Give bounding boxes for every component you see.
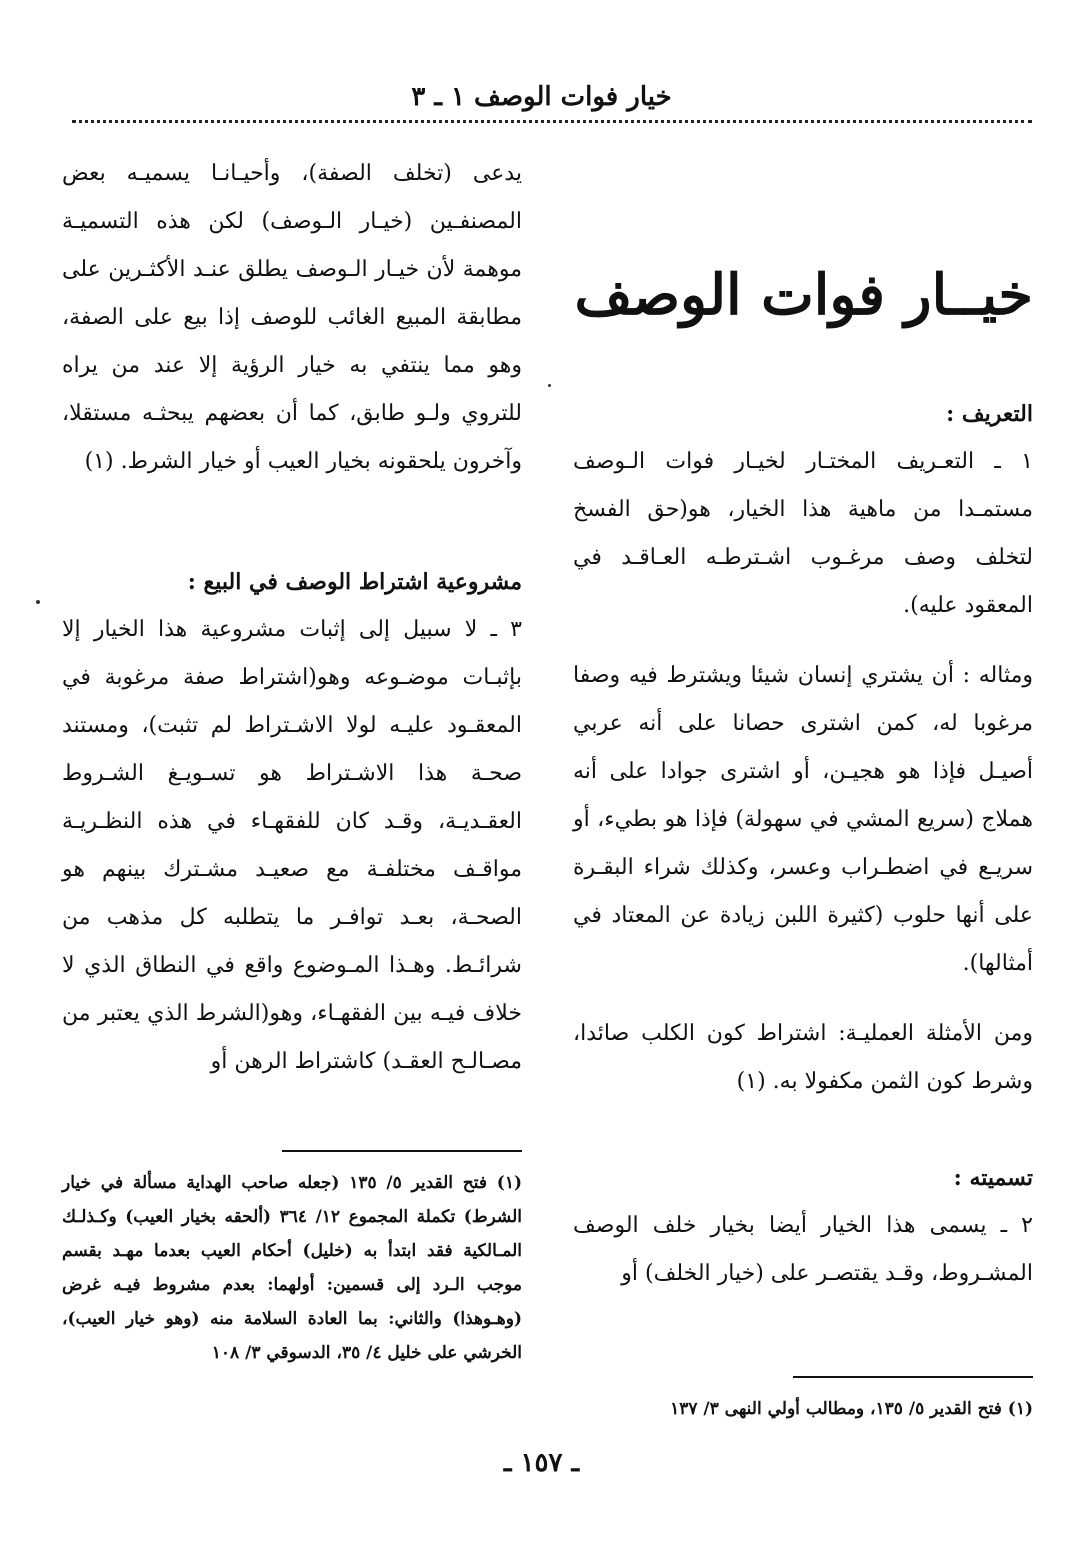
naming-paragraph: ٢ ـ يسمى هذا الخيار أيضا بخيار خلف الوصف المشـروط، وقـد يقتصـر على (خيار الخلف) أو bbox=[573, 1213, 1033, 1286]
footnote-rule bbox=[282, 1150, 522, 1152]
running-head: خيار فوات الوصف ١ ـ ٣ bbox=[411, 82, 672, 112]
scan-speck bbox=[36, 600, 40, 604]
definition-heading: التعريف : bbox=[946, 401, 1033, 427]
scan-speck bbox=[548, 384, 551, 387]
spacer bbox=[573, 988, 1033, 1010]
right-column bbox=[573, 150, 1033, 1298]
header-dotted-rule bbox=[72, 120, 1032, 123]
right-footnote: (١) فتح القدير ٥/ ١٣٥، ومطالب أولي النهى ٣/ ١٣٧ bbox=[670, 1399, 1033, 1419]
practical-examples-paragraph: ومن الأمثلة العمليـة: اشتراط كون الكلب صائدا، وشرط كون الثمن مكفولا به. (١) bbox=[573, 1021, 1033, 1094]
footnote-rule bbox=[793, 1376, 1033, 1378]
naming-continuation-paragraph: يدعى (تخلف الصفة)، وأحيـانـا يسميـه بعض المصنفـين (خيـار الـوصف) لكن هذه التسميـة موهمة لأن خيـار الـوصف يطلق عنـد الأكثـرين على مطابقة المبيع الغائب للوصف إذا بيع على الصفة، وهو مما ينتفي به خيار الرؤية إلا عند من يراه للتروي ولـو طابق، كما أن بعضهم يبحثـه مستقلا، وآخرون يلحقونه بخيار العيب أو خيار الشرط. (١) bbox=[62, 161, 522, 474]
left-column bbox=[62, 150, 522, 1086]
left-footnote: (١) فتح القدير ٥/ ١٣٥ (جعله صاحب الهداية مسألة في خيار الشرط) تكملة المجموع ١٢/ ٣٦٤ (ألحقه بخيار العيب) وكـذلـك المـالكية فقد ابتدأ به (خليل) أحكام العيب بعدما مهـد بقسم موجب الـرد إلى قسمين: أولهما: بعدم مشروط فيـه غرض (وهـوهذا) والثاني: بما العادة السلامة منه (وهو خيار العيب)، الخرشي على خليل ٤/ ٣٥، الدسوقي ٣/ ١٠٨ bbox=[62, 1173, 523, 1363]
spacer bbox=[573, 630, 1033, 652]
chapter-title: خيــار فوات الوصف bbox=[574, 262, 1033, 328]
spacer bbox=[62, 486, 522, 558]
page-number: ـ ١٥٧ ـ bbox=[503, 1448, 580, 1478]
definition-paragraph: ١ ـ التعـريف المختـار لخيـار فوات الـوصف مستمـدا من ماهية هذا الخيار، هو(حق الفسخ لتخلف وصف مرغـوب اشـترطـه العـاقـد في المعقود عليه). bbox=[573, 449, 1033, 618]
naming-heading: تسميته : bbox=[953, 1165, 1033, 1191]
legitimacy-heading: مشروعية اشتراط الوصف في البيع : bbox=[187, 569, 522, 595]
left-footnote-block bbox=[62, 1150, 522, 1370]
right-footnote-block bbox=[573, 1376, 1033, 1426]
legitimacy-paragraph: ٣ ـ لا سبيل إلى إثبات مشروعية هذا الخيار إلا بإثبـات موضـوعه وهو(اشتراط صفة مرغوبة في المعقـود عليـه لولا الاشـتراط لم تثبت)، ومستند صحـة هذا الاشـتراط هو تسـويـغ الشـروط العقـديـة، وقـد كان للفقهـاء في هذه النظـريـة مواقـف مختلفـة مع صعيـد مشـترك بينهم هو الصحـة، بعـد توافـر ما يتطلبه كل مذهب من شرائـط. وهـذا المـوضوع واقع في النطاق الذي لا خلاف فيـه بين الفقهـاء، وهو(الشرط الذي يعتبر من مصـالـح العقـد) كاشتراط الرهن أو bbox=[62, 617, 522, 1074]
spacer bbox=[573, 1106, 1033, 1154]
example-paragraph: ومثاله : أن يشتري إنسان شيئا ويشترط فيه وصفا مرغوبا له، كمن اشترى حصانا على أنه عربي أصيـل فإذا هو هجيـن، أو اشترى جوادا على أنه هملاج (سريع المشي في سهولة) فإذا هو بطيء، أو سريـع في اضطـراب وعسر، وكذلك شراء البقـرة على أنها حلوب (كثيرة اللبن زيادة عن المعتاد في أمثالها). bbox=[573, 663, 1033, 976]
